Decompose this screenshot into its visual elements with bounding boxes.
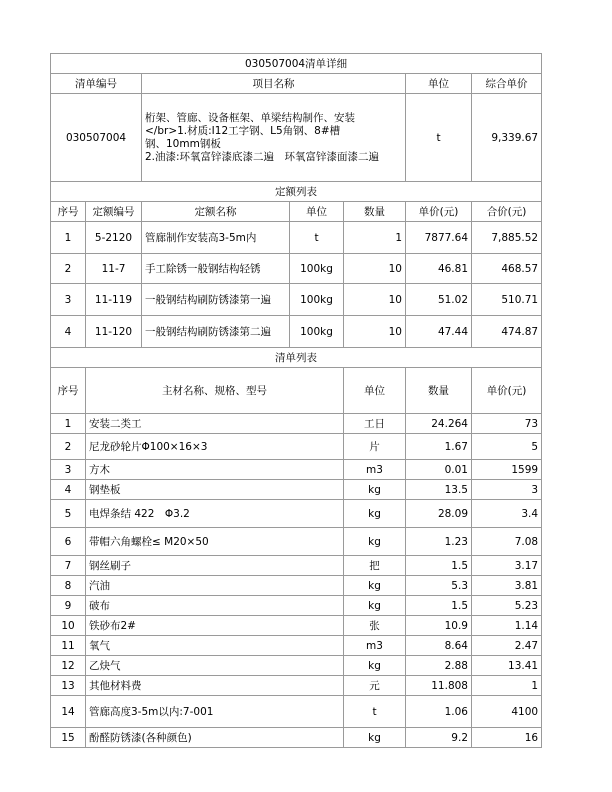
- material-row-name: 其他材料费: [86, 676, 344, 696]
- quota-header-row: [51, 202, 542, 222]
- material-row-qty: 1.5: [406, 596, 472, 616]
- material-row-name: 管廊高度3-5m以内:7-001: [86, 696, 344, 728]
- material-row-qty: 11.808: [406, 676, 472, 696]
- quota-col-header: 定额编号: [86, 202, 142, 222]
- material-row-price: 13.41: [472, 656, 542, 676]
- quota-col-header: 数量: [344, 202, 406, 222]
- material-row-unit: kg: [344, 596, 406, 616]
- material-row: [51, 500, 542, 528]
- quota-row-name: 一般钢结构刷防锈漆第一遍: [142, 284, 290, 316]
- item-code: 030507004: [51, 94, 142, 182]
- unit-header: 单位: [406, 74, 472, 94]
- material-row-no: 12: [51, 656, 86, 676]
- material-row-no: 10: [51, 616, 86, 636]
- material-row: [51, 556, 542, 576]
- quota-row-price: 51.02: [406, 284, 472, 316]
- description-line: 钢、10mm钢板: [145, 137, 221, 150]
- quota-row-code: 5-2120: [86, 222, 142, 254]
- material-row-no: 2: [51, 434, 86, 460]
- material-row-qty: 5.3: [406, 576, 472, 596]
- material-row-qty: 0.01: [406, 460, 472, 480]
- material-row-no: 13: [51, 676, 86, 696]
- material-row-price: 4100: [472, 696, 542, 728]
- material-row-no: 3: [51, 460, 86, 480]
- quota-row-price: 46.81: [406, 254, 472, 284]
- material-col-header: 单价(元): [472, 368, 542, 414]
- material-row: [51, 528, 542, 556]
- material-row: [51, 414, 542, 434]
- material-row-name: 安装二类工: [86, 414, 344, 434]
- material-row-name: 方木: [86, 460, 344, 480]
- quota-row-total: 468.57: [472, 254, 542, 284]
- name-header: 项目名称: [142, 74, 406, 94]
- material-row: [51, 676, 542, 696]
- quota-row-code: 11-119: [86, 284, 142, 316]
- material-section-title: 清单列表: [51, 348, 542, 368]
- material-row-qty: 1.67: [406, 434, 472, 460]
- material-row-unit: 片: [344, 434, 406, 460]
- material-col-header: 主材名称、规格、型号: [86, 368, 344, 414]
- material-row-name: 破布: [86, 596, 344, 616]
- material-row-qty: 9.2: [406, 728, 472, 748]
- quota-row-price: 47.44: [406, 316, 472, 348]
- material-row-price: 3.81: [472, 576, 542, 596]
- sheet-title: 030507004清单详细: [51, 54, 542, 74]
- quota-row-total: 510.71: [472, 284, 542, 316]
- material-row-name: 汽油: [86, 576, 344, 596]
- quota-row-qty: 10: [344, 284, 406, 316]
- material-row-no: 6: [51, 528, 86, 556]
- material-row-price: 16: [472, 728, 542, 748]
- material-row-price: 1599: [472, 460, 542, 480]
- material-row-unit: kg: [344, 480, 406, 500]
- material-row-qty: 10.9: [406, 616, 472, 636]
- material-row: [51, 596, 542, 616]
- material-col-header: 数量: [406, 368, 472, 414]
- quota-row-no: 3: [51, 284, 86, 316]
- material-row-qty: 8.64: [406, 636, 472, 656]
- material-row-unit: kg: [344, 528, 406, 556]
- quota-col-header: 定额名称: [142, 202, 290, 222]
- material-row-unit: m3: [344, 636, 406, 656]
- quota-row-price: 7877.64: [406, 222, 472, 254]
- material-row-name: 钢垫板: [86, 480, 344, 500]
- material-row-price: 3.4: [472, 500, 542, 528]
- material-row-unit: 把: [344, 556, 406, 576]
- material-row-name: 电焊条结 422 Φ3.2: [86, 500, 344, 528]
- material-row-qty: 1.06: [406, 696, 472, 728]
- material-row-price: 2.47: [472, 636, 542, 656]
- material-row-qty: 1.23: [406, 528, 472, 556]
- material-row-no: 9: [51, 596, 86, 616]
- material-row: [51, 480, 542, 500]
- quota-row: [51, 254, 542, 284]
- material-row-name: 铁砂布2#: [86, 616, 344, 636]
- quota-col-header: 单位: [290, 202, 344, 222]
- material-row: [51, 656, 542, 676]
- quota-row-qty: 1: [344, 222, 406, 254]
- material-row-qty: 13.5: [406, 480, 472, 500]
- material-row: [51, 616, 542, 636]
- material-row-no: 4: [51, 480, 86, 500]
- material-row-unit: 工日: [344, 414, 406, 434]
- material-row-price: 5.23: [472, 596, 542, 616]
- material-row-unit: 张: [344, 616, 406, 636]
- material-row-name: 氧气: [86, 636, 344, 656]
- item-price: 9,339.67: [472, 94, 542, 182]
- description-line: 2.油漆:环氧富锌漆底漆二遍 环氧富锌漆面漆二遍: [145, 150, 380, 163]
- material-header-row: [51, 368, 542, 414]
- quota-col-header: 合价(元): [472, 202, 542, 222]
- quota-row: [51, 284, 542, 316]
- quota-row-no: 1: [51, 222, 86, 254]
- description-line: 桁架、管廊、设备框架、单梁结构制作、安装: [145, 111, 355, 124]
- quota-row-unit: 100kg: [290, 284, 344, 316]
- material-row-price: 1.14: [472, 616, 542, 636]
- material-row-qty: 24.264: [406, 414, 472, 434]
- material-row-price: 1: [472, 676, 542, 696]
- item-unit: t: [406, 94, 472, 182]
- material-row-unit: m3: [344, 460, 406, 480]
- material-row-price: 5: [472, 434, 542, 460]
- material-row-qty: 28.09: [406, 500, 472, 528]
- material-row-name: 酚醛防锈漆(各种颜色): [86, 728, 344, 748]
- quota-row: [51, 222, 542, 254]
- quota-row-name: 管廊制作安装高3-5m内: [142, 222, 290, 254]
- material-row: [51, 728, 542, 748]
- quota-row-code: 11-7: [86, 254, 142, 284]
- code-header: 清单编号: [51, 74, 142, 94]
- quota-row-no: 2: [51, 254, 86, 284]
- item-description: [142, 94, 406, 182]
- material-row-name: 钢丝刷子: [86, 556, 344, 576]
- quota-row-no: 4: [51, 316, 86, 348]
- material-row: [51, 434, 542, 460]
- material-row-unit: kg: [344, 656, 406, 676]
- quota-row-total: 7,885.52: [472, 222, 542, 254]
- material-row-no: 1: [51, 414, 86, 434]
- material-row-no: 7: [51, 556, 86, 576]
- quota-col-header: 序号: [51, 202, 86, 222]
- quota-row-unit: 100kg: [290, 254, 344, 284]
- quota-row-name: 手工除锈一般钢结构轻锈: [142, 254, 290, 284]
- material-row-qty: 1.5: [406, 556, 472, 576]
- quota-section-title: 定额列表: [51, 182, 542, 202]
- bill-detail-table: [50, 53, 542, 748]
- material-row-no: 5: [51, 500, 86, 528]
- material-col-header: 序号: [51, 368, 86, 414]
- material-row-price: 3: [472, 480, 542, 500]
- quota-col-header: 单价(元): [406, 202, 472, 222]
- quota-row-qty: 10: [344, 316, 406, 348]
- quota-row-unit: 100kg: [290, 316, 344, 348]
- bill-detail-sheet: [50, 53, 541, 748]
- material-row-no: 14: [51, 696, 86, 728]
- material-row-unit: t: [344, 696, 406, 728]
- quota-row-name: 一般钢结构刷防锈漆第二遍: [142, 316, 290, 348]
- material-row: [51, 576, 542, 596]
- material-row-no: 8: [51, 576, 86, 596]
- price-header: 综合单价: [472, 74, 542, 94]
- material-row: [51, 696, 542, 728]
- material-row: [51, 636, 542, 656]
- material-row-no: 11: [51, 636, 86, 656]
- material-row-unit: 元: [344, 676, 406, 696]
- material-col-header: 单位: [344, 368, 406, 414]
- material-row-unit: kg: [344, 500, 406, 528]
- quota-row-qty: 10: [344, 254, 406, 284]
- material-row-price: 7.08: [472, 528, 542, 556]
- quota-row-total: 474.87: [472, 316, 542, 348]
- material-row-name: 带帽六角螺栓≤ M20×50: [86, 528, 344, 556]
- quota-row-code: 11-120: [86, 316, 142, 348]
- quota-row-unit: t: [290, 222, 344, 254]
- description-line: </br>1.材质:I12工字钢、L5角钢、8#槽: [145, 124, 341, 137]
- material-row-price: 73: [472, 414, 542, 434]
- material-row-unit: kg: [344, 576, 406, 596]
- material-row-name: 乙炔气: [86, 656, 344, 676]
- material-row-no: 15: [51, 728, 86, 748]
- material-row-qty: 2.88: [406, 656, 472, 676]
- material-row-name: 尼龙砂轮片Φ100×16×3: [86, 434, 344, 460]
- material-row-price: 3.17: [472, 556, 542, 576]
- quota-row: [51, 316, 542, 348]
- material-row-unit: kg: [344, 728, 406, 748]
- material-row: [51, 460, 542, 480]
